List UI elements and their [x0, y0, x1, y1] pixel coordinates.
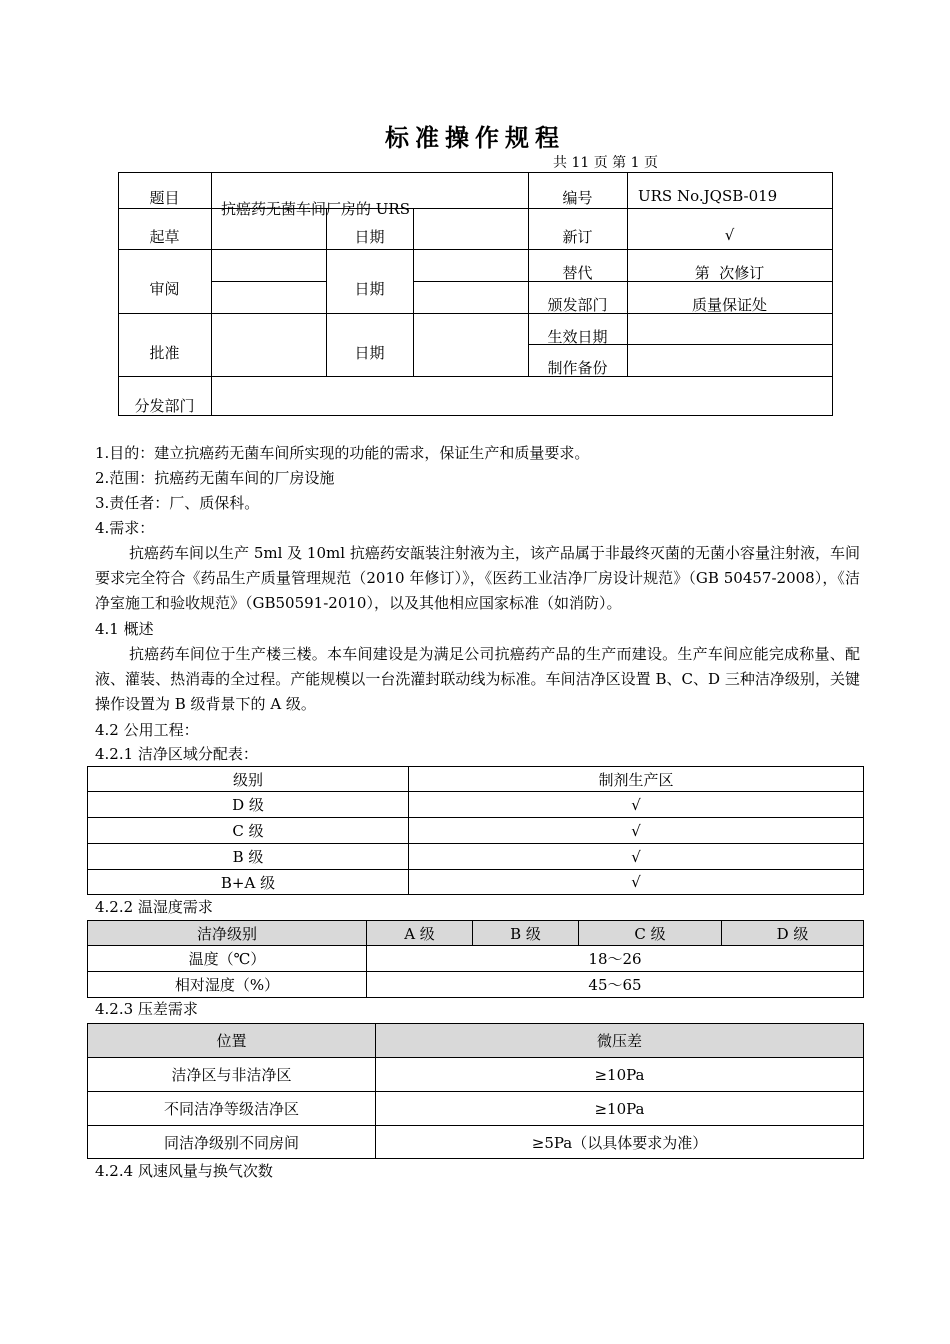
section-4-2-4-heading: 4.2.4 风速风量与换气次数 [95, 1162, 273, 1180]
table-row [88, 818, 864, 844]
table-cell: 温度（℃） [88, 946, 367, 972]
table-row [88, 1058, 864, 1092]
section-4-2-2-heading: 4.2.2 温湿度需求 [95, 898, 213, 916]
table-cell: 同洁净级别不同房间 [88, 1126, 376, 1159]
table-cell: C 级 [88, 818, 409, 844]
table-header: 制剂生产区 [409, 767, 864, 792]
section-4-1-heading: 4.1 概述 [95, 620, 154, 638]
section-4-2-3-heading: 4.2.3 压差需求 [95, 1000, 198, 1018]
table-row [88, 1126, 864, 1159]
table-header: 位置 [88, 1024, 376, 1058]
table-header: B 级 [473, 921, 579, 946]
distribution-label: 分发部门 [134, 397, 195, 415]
page-info: 共 11 页 第 1 页 [553, 155, 658, 171]
table-cell: 18～26 [367, 946, 864, 972]
new-label: 新订 [562, 228, 593, 246]
table-cell: ≥10Pa [376, 1058, 864, 1092]
effective-date-label: 生效日期 [547, 328, 608, 346]
approve-label: 批准 [149, 344, 180, 362]
table-header: 级别 [88, 767, 409, 792]
temperature-humidity-table [87, 920, 864, 998]
replace-value: 第 次修订 [694, 264, 765, 282]
review-date-label: 日期 [354, 280, 385, 298]
section-4-2-heading: 4.2 公用工程： [95, 721, 199, 739]
overview-paragraph: 抗癌药车间位于生产楼三楼。本车间建设是为满足公司抗癌药产品的生产而建设。生产车间应能完成称量、配液、灌装、热消毒的全过程。产能规模以一台洗灌封联动线为标准。车间洁净区设置 B、C、D 三种洁净级别，关键操作设置为 B 级背景下的 A 级。 [95, 645, 860, 713]
scope-paragraph: 2.范围：抗癌药无菌车间的厂房设施 [95, 469, 335, 487]
approve-date-label: 日期 [354, 344, 385, 362]
table-row [88, 792, 864, 818]
page-title: 标准操作规程 [385, 123, 565, 152]
subject-value: 抗癌药无菌车间厂房的 URS [221, 200, 410, 218]
table-header: D 级 [722, 921, 864, 946]
code-label: 编号 [562, 189, 593, 207]
purpose-paragraph: 1.目的：建立抗癌药无菌车间所实现的功能的需求，保证生产和质量要求。 [95, 444, 590, 462]
table-header: 洁净级别 [88, 921, 367, 946]
table-header: 微压差 [376, 1024, 864, 1058]
table-header: C 级 [579, 921, 722, 946]
responsible-paragraph: 3.责任者：厂、质保科。 [95, 494, 260, 512]
new-check-mark: √ [724, 226, 735, 244]
table-cell: 洁净区与非洁净区 [88, 1058, 376, 1092]
table-cell: B+A 级 [88, 870, 409, 895]
pressure-table [87, 1023, 864, 1159]
section-4-2-1-heading: 4.2.1 洁净区域分配表： [95, 745, 258, 763]
table-row [88, 1092, 864, 1126]
subject-label: 题目 [149, 189, 180, 207]
table-cell: B 级 [88, 844, 409, 870]
issuer-label: 颁发部门 [547, 296, 608, 314]
table-row [88, 870, 864, 895]
table-cell: √ [409, 870, 864, 895]
draft-date-label: 日期 [354, 228, 385, 246]
table-row [88, 946, 864, 972]
code-value: URS No.JQSB-019 [638, 187, 778, 205]
table-row [88, 972, 864, 998]
issuer-value: 质量保证处 [691, 296, 767, 314]
table-cell: D 级 [88, 792, 409, 818]
draft-label: 起草 [149, 228, 180, 246]
table-cell: √ [409, 792, 864, 818]
table-header: A 级 [367, 921, 473, 946]
review-label: 审阅 [149, 280, 180, 298]
replace-label: 替代 [562, 264, 593, 282]
table-cell: 相对湿度（%） [88, 972, 367, 998]
table-cell: √ [409, 818, 864, 844]
table-cell: ≥10Pa [376, 1092, 864, 1126]
table-row [88, 844, 864, 870]
requirements-heading: 4.需求： [95, 519, 155, 537]
clean-area-table [87, 766, 864, 895]
header-form [118, 172, 833, 416]
table-cell: ≥5Pa（以具体要求为准） [376, 1126, 864, 1159]
table-cell: 45～65 [367, 972, 864, 998]
table-cell: 不同洁净等级洁净区 [88, 1092, 376, 1126]
backup-label: 制作备份 [547, 359, 608, 377]
table-cell: √ [409, 844, 864, 870]
requirements-paragraph: 抗癌药车间以生产 5ml 及 10ml 抗癌药安瓿装注射液为主，该产品属于非最终灭菌的无菌小容量注射液，车间要求完全符合《药品生产质量管理规范（2010 年修订）》，《医药工业洁净厂房设计规范》（GB 50457-2008），《洁净室施工和验收规范》（GB50591-2010），以及其他相应国家标准（如消防）。 [95, 544, 860, 612]
